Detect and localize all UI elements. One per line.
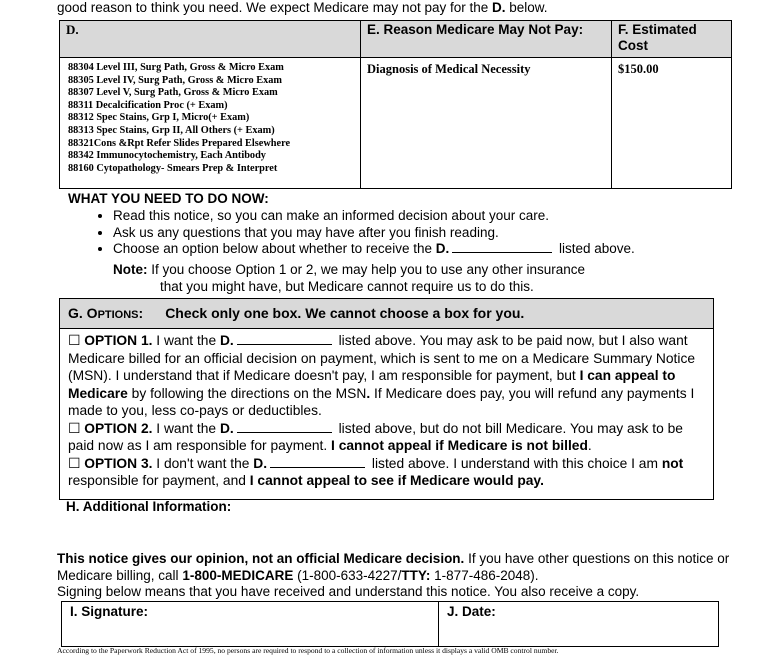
instructions-list: [74, 208, 753, 258]
additional-info-heading: H. Additional Information:: [66, 499, 232, 514]
notice-text: This notice gives our opinion, not an official Medicare decision. If you have other questions on this notice or Medicare billing, call 1-800-MEDICARE (1-800-633-4227/TTY: 1-877-486-2048). Signing below means that you have received and understand this notice. You also receive a copy.: [57, 551, 730, 599]
options-box: [59, 298, 714, 500]
reason-cell: Diagnosis of Medical Necessity: [361, 58, 612, 189]
service-item: 88311 Decalcification Proc (+ Exam): [68, 99, 228, 111]
service-item: 88160 Cytopathology- Smears Prep & Interpret: [68, 162, 278, 174]
what-you-need-heading: WHAT YOU NEED TO DO NOW:: [68, 191, 269, 206]
option-2-checkbox[interactable]: ☐: [68, 420, 81, 436]
note: Note: If you choose Option 1 or 2, we may help you to use any other insurance that you might have, but Medicare cannot require us to do this.: [113, 262, 586, 294]
instruction-item: • Choose an option below about whether to receive the D. listed above.: [113, 241, 753, 258]
footer-text: According to the Paperwork Reduction Act of 1995, no persons are required to respond to a collection of information unless it displays a valid OMB control number.: [57, 646, 559, 655]
options-header: G. OPTIONS: Check only one box. We cannot choose a box for you.: [60, 299, 713, 329]
service-item: 88342 Immunocytochemistry, Each Antibody: [68, 150, 266, 162]
service-item: 88321Cons &Rpt Refer Slides Prepared Elsewhere: [68, 137, 291, 149]
col-f-header: F. Estimated Cost: [612, 21, 732, 58]
intro-text: good reason to think you need. We expect Medicare may not pay for the D. below.: [57, 0, 548, 15]
service-item: 88312 Spec Stains, Grp I, Micro(+ Exam): [68, 112, 250, 124]
instruction-item: • Read this notice, so you can make an informed decision about your care.: [113, 208, 753, 225]
blank-line: [237, 431, 332, 433]
col-d-header: D.: [60, 21, 361, 58]
option-1-checkbox[interactable]: ☐: [68, 333, 81, 348]
signature-field[interactable]: I. Signature:: [62, 602, 439, 646]
col-e-header: E. Reason Medicare May Not Pay:: [361, 21, 612, 58]
blank-line: [270, 466, 365, 468]
option-1: ☐ OPTION 1. I want the D. listed above. You may ask to be paid now, but I also want Medicare billed for an official decision on payment, which is sent to me on a Medicare Summary Notice (MSN). I understand that if Medicare doesn't pay, I am responsible for payment, but I can appeal to Medicare by following the directions on the MSN. If Medicare does pay, you will refund any payments I made to you, less co-pays or deductibles.: [68, 333, 696, 418]
service-item: 88313 Spec Stains, Grp II, All Others (+ Exam): [68, 124, 275, 136]
cost-cell: $150.00: [612, 58, 732, 189]
services-list: [60, 58, 361, 189]
service-item: 88305 Level IV, Surg Path, Gross & Micro Exam: [68, 74, 282, 86]
services-table: [59, 20, 732, 189]
date-field[interactable]: J. Date:: [447, 604, 496, 619]
signature-table: [61, 601, 719, 647]
option-2: ☐ OPTION 2. I want the D. listed above, but do not bill Medicare. You may ask to be paid now as I am responsible for payment. I cannot appeal if Medicare is not billed.: [68, 420, 683, 453]
instruction-item: • Ask us any questions that you may have after you finish reading.: [113, 225, 753, 242]
option-3-checkbox[interactable]: ☐: [68, 455, 81, 471]
option-3: ☐ OPTION 3. I don't want the D. listed above. I understand with this choice I am not responsible for payment, and I cannot appeal to see if Medicare would pay.: [68, 455, 684, 488]
blank-line: [237, 343, 332, 345]
blank-line: [452, 251, 552, 253]
service-item: 88307 Level V, Surg Path, Gross & Micro Exam: [68, 87, 278, 99]
service-item: 88304 Level III, Surg Path, Gross & Micro Exam: [68, 62, 284, 73]
